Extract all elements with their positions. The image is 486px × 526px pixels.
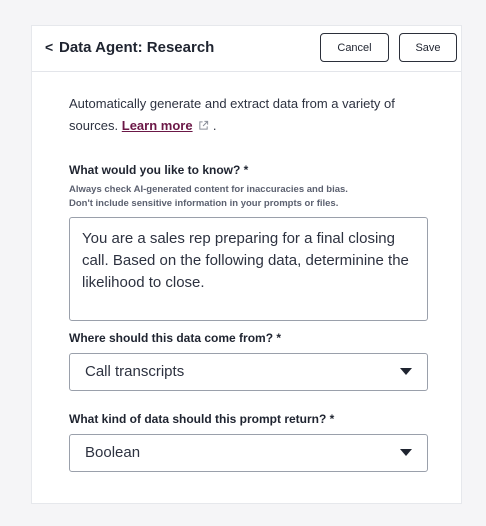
- hint-line-2: Don't include sensitive information in your prompts or files.: [69, 198, 339, 209]
- back-chevron-icon[interactable]: <: [45, 39, 54, 55]
- return-selected-value: Boolean: [85, 444, 141, 461]
- source-select[interactable]: [69, 353, 428, 391]
- learn-more-link[interactable]: Learn more: [121, 118, 193, 133]
- intro-description: Automatically generate and extract data from a variety of sources.: [69, 96, 395, 133]
- return-field-label: What kind of data should this prompt return? *: [69, 412, 335, 426]
- save-button[interactable]: Save: [399, 33, 457, 62]
- caret-down-icon: [400, 449, 412, 456]
- prompt-textarea[interactable]: You are a sales rep preparing for a final closing call. Based on the following data, determinine the likelihood to close.: [69, 217, 428, 321]
- hint-line-1: Always check AI-generated content for inaccuracies and bias.: [69, 184, 348, 195]
- intro-text: [69, 93, 429, 137]
- cancel-button[interactable]: Cancel: [320, 33, 389, 62]
- data-agent-panel: [31, 25, 462, 504]
- source-field-label: Where should this data come from? *: [69, 331, 282, 345]
- caret-down-icon: [400, 368, 412, 375]
- prompt-field-label: What would you like to know? *: [69, 163, 249, 177]
- intro-suffix: .: [212, 118, 217, 133]
- page-title: Data Agent: Research: [59, 39, 215, 56]
- panel-header: [32, 26, 461, 72]
- prompt-field-hint: [69, 183, 429, 211]
- source-selected-value: Call transcripts: [85, 363, 185, 380]
- external-link-icon[interactable]: [198, 120, 209, 131]
- return-type-select[interactable]: [69, 434, 428, 472]
